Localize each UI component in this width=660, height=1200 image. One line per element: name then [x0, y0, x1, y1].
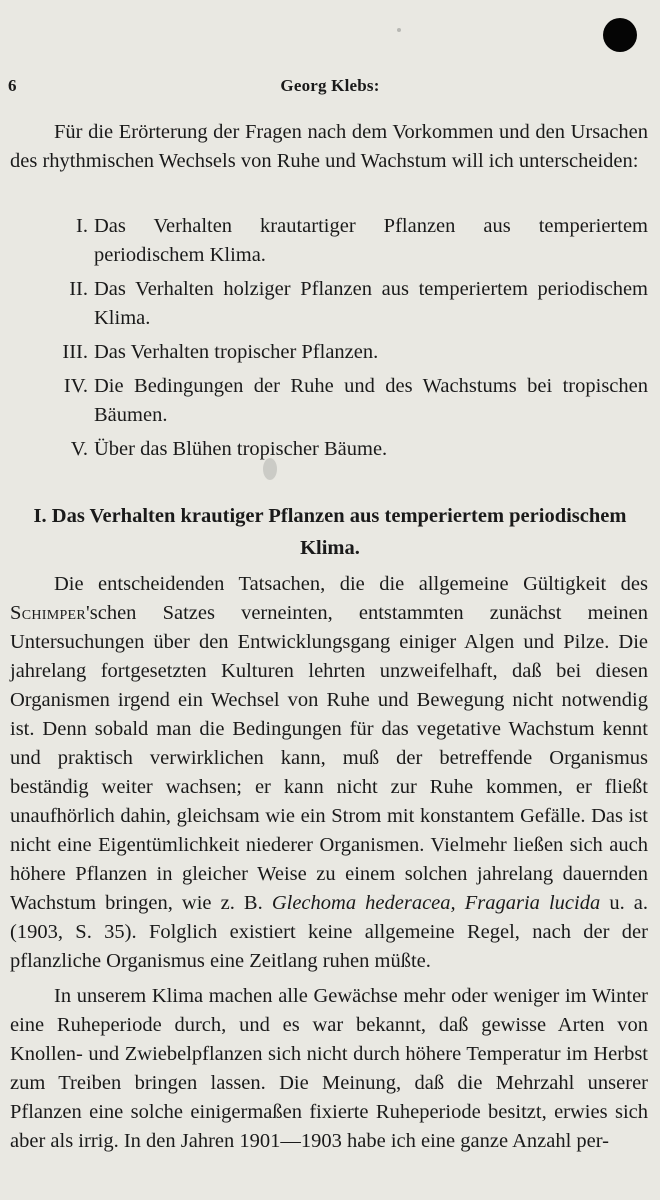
outline-text: Die Bedingungen der Ruhe und des Wachstums bei tropischen Bäumen.: [94, 375, 648, 426]
outline-number: I.: [76, 215, 88, 237]
page-number: 6: [8, 76, 17, 95]
body-text: [10, 570, 648, 1156]
outline-item: [10, 275, 648, 333]
outline-text: Über das Blühen tropischer Bäume.: [94, 438, 388, 460]
ink-dot: [603, 18, 637, 52]
paragraph-text: Die entscheidenden Tatsachen, die die allgemeine Gültigkeit des: [54, 573, 648, 595]
paragraph-text: 'schen Satzes verneinten, entstammten zunächst meinen Untersuchungen über den Entwicklungsgang einiger Algen und Pilze. Die jahrelang fortgesetzten Kulturen lehrten unzweifelhaft, daß bei diesen Organismen irgend ein Wechsel von Ruhe und Bewegung nicht notwendig ist. Denn sobald man die Bedingungen für das vegetative Wachstum kennt und praktisch verwirklichen kann, muß der betreffende Organismus beständig weiter wachsen; er kann nicht zur Ruhe kommen, er fließt unaufhörlich dahin, gleichsam wie ein Strom mit konstantem Gefälle. Das ist nicht eine Eigentümlichkeit niederer Organismen. Vielmehr ließen sich auch höhere Pflanzen in gleicher Weise zu einem solchen jahrelang dauernden Wachstum bringen, wie z. B.: [10, 602, 648, 914]
speck: [397, 28, 401, 32]
outline-item: [10, 338, 648, 367]
outline-item: [10, 372, 648, 430]
body-paragraph-1: [10, 570, 648, 976]
outline-number: IV.: [63, 375, 88, 397]
outline-item: [10, 212, 648, 270]
outline-number: III.: [62, 341, 88, 363]
intro-block: [10, 118, 648, 176]
intro-paragraph: Für die Erörterung der Fragen nach dem Vorkommen und den Ursachen des rhythmischen Wechsels von Ruhe und Wachstum will ich unterscheiden:: [10, 121, 648, 172]
author-name: Schimper: [10, 602, 87, 624]
outline-number: II.: [69, 278, 88, 300]
body-paragraph-2: In unserem Klima machen alle Gewächse mehr oder weniger im Winter eine Ruheperiode durch, und es war bekannt, daß gewisse Arten von Knollen- und Zwiebelpflanzen sich nicht durch höhere Temperatur im Herbst zum Treiben bringen lassen. Die Meinung, daß die Mehrzahl unserer Pflanzen eine solche einigermaßen fixierte Ruheperiode besitzt, erwies sich aber als irrig. In den Jahren 1901—1903 habe ich eine ganze Anzahl per-: [10, 985, 648, 1152]
outline-number: V.: [70, 438, 88, 460]
outline-list: [10, 212, 648, 469]
outline-item: [10, 435, 648, 464]
outline-text: Das Verhalten krautartiger Pflanzen aus temperiertem periodischem Klima.: [94, 215, 648, 266]
outline-text: Das Verhalten tropischer Pflanzen.: [94, 341, 379, 363]
paragraph-text: u. a. (1903, S. 35). Folglich existiert keine allgemeine Regel, nach der der pflanzliche Organismus eine Zeitlang ruhen müßte.: [10, 892, 648, 972]
species-names: Glechoma hederacea, Fragaria lucida: [271, 892, 601, 914]
outline-text: Das Verhalten holziger Pflanzen aus temperiertem periodischem Klima.: [94, 278, 648, 329]
section-heading: I. Das Verhalten krautiger Pflanzen aus temperiertem periodischem Klima.: [33, 505, 627, 559]
running-head: Georg Klebs:: [280, 76, 380, 95]
